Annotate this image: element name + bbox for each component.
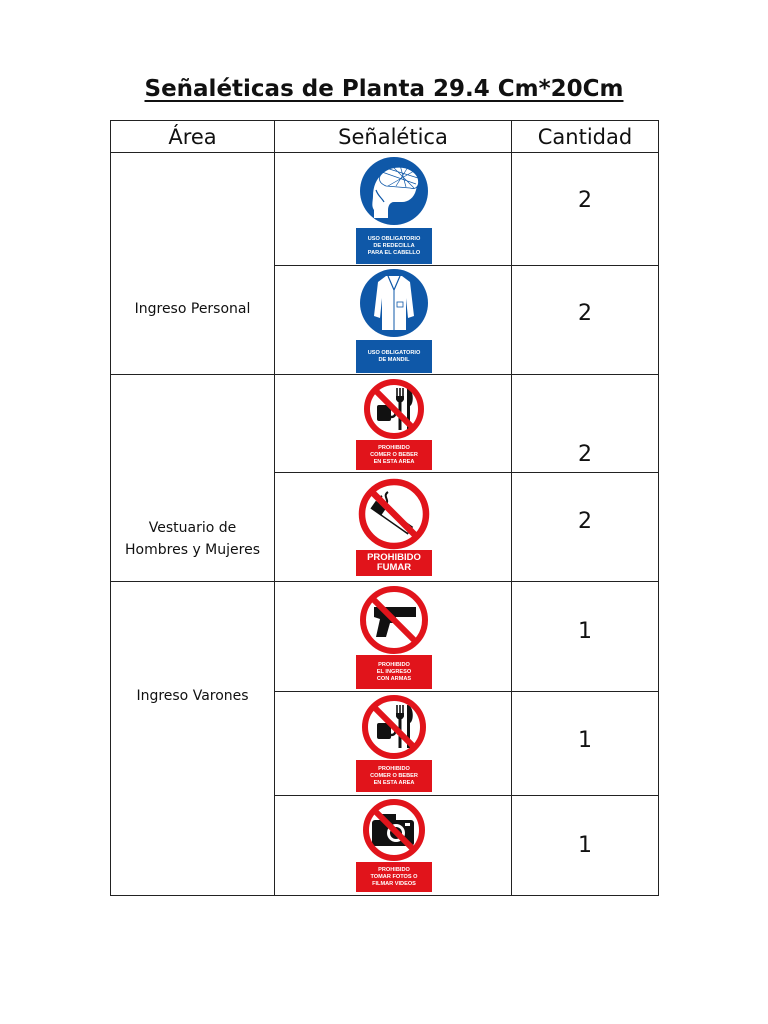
sign-prohibited-eating bbox=[356, 378, 432, 470]
sign-cell bbox=[275, 692, 512, 796]
sign-text: USO OBLIGATORIO bbox=[367, 349, 421, 356]
table-row bbox=[111, 582, 659, 692]
hairnet-head-icon bbox=[356, 156, 432, 228]
no-camera-icon bbox=[356, 798, 432, 862]
sign-banner bbox=[356, 340, 432, 373]
sign-text: EN ESTA AREA bbox=[373, 458, 415, 465]
sign-text: CON ARMAS bbox=[376, 675, 412, 682]
qty-value: 2 bbox=[578, 188, 592, 213]
qty-cell bbox=[512, 692, 659, 796]
sign-text: PROHIBIDO bbox=[378, 661, 410, 668]
no-weapons-icon bbox=[356, 585, 432, 655]
sign-prohibited-smoking bbox=[356, 478, 432, 576]
sign-prohibited-camera bbox=[356, 798, 432, 892]
sign-text: EN ESTA AREA bbox=[373, 779, 415, 786]
qty-cell bbox=[512, 582, 659, 692]
area-cell bbox=[111, 582, 275, 896]
qty-value: 2 bbox=[578, 442, 592, 467]
qty-value: 2 bbox=[578, 509, 592, 534]
signage-table bbox=[110, 120, 659, 896]
sign-cell bbox=[275, 582, 512, 692]
table-header-row bbox=[111, 121, 659, 153]
header-area: Área bbox=[111, 121, 275, 153]
header-sign: Señalética bbox=[275, 121, 512, 153]
qty-cell bbox=[512, 153, 659, 266]
sign-banner bbox=[356, 862, 432, 892]
sign-cell bbox=[275, 473, 512, 582]
sign-text: PROHIBIDO bbox=[378, 866, 410, 873]
qty-cell bbox=[512, 375, 659, 473]
sign-text: USO OBLIGATORIO bbox=[367, 235, 421, 242]
sign-mandatory-hairnet bbox=[356, 156, 432, 264]
table-row bbox=[111, 375, 659, 473]
sign-banner bbox=[356, 440, 432, 470]
sign-banner bbox=[356, 655, 432, 689]
qty-value: 2 bbox=[578, 301, 592, 326]
qty-value: 1 bbox=[578, 619, 592, 644]
sign-banner bbox=[356, 550, 432, 576]
area-cell bbox=[111, 153, 275, 375]
table-row bbox=[111, 153, 659, 266]
area-label: Hombres y Mujeres bbox=[125, 542, 260, 558]
sign-mandatory-coat bbox=[356, 268, 432, 373]
sign-text: EL INGRESO bbox=[376, 668, 412, 675]
header-qty: Cantidad bbox=[512, 121, 659, 153]
qty-cell bbox=[512, 266, 659, 375]
sign-text: FILMAR VIDEOS bbox=[372, 880, 416, 887]
sign-banner bbox=[356, 760, 432, 792]
sign-text: PROHIBIDO bbox=[378, 444, 410, 451]
sign-text: PROHIBIDO bbox=[367, 552, 421, 563]
sign-prohibited-weapons bbox=[356, 585, 432, 689]
qty-value: 1 bbox=[578, 728, 592, 753]
sign-banner bbox=[356, 228, 432, 264]
sign-cell bbox=[275, 375, 512, 473]
qty-value: 1 bbox=[578, 833, 592, 858]
sign-text: COMER O BEBER bbox=[370, 451, 418, 458]
sign-text: PROHIBIDO bbox=[378, 765, 410, 772]
qty-cell bbox=[512, 473, 659, 582]
page-title: Señaléticas de Planta 29.4 Cm*20Cm bbox=[144, 76, 624, 102]
sign-text: DE MANDIL bbox=[378, 356, 410, 363]
area-label: Ingreso Varones bbox=[136, 688, 249, 704]
sign-text: FUMAR bbox=[376, 562, 412, 573]
sign-cell bbox=[275, 796, 512, 896]
no-smoking-icon bbox=[356, 478, 432, 550]
sign-prohibited-eating bbox=[356, 694, 432, 792]
no-eating-icon bbox=[356, 378, 432, 440]
lab-coat-icon bbox=[356, 268, 432, 340]
sign-cell bbox=[275, 153, 512, 266]
no-eating-icon bbox=[356, 694, 432, 760]
sign-text: COMER O BEBER bbox=[370, 772, 418, 779]
area-label: Ingreso Personal bbox=[134, 301, 251, 317]
area-label: Vestuario de bbox=[148, 520, 237, 536]
sign-text: TOMAR FOTOS O bbox=[370, 873, 418, 880]
qty-cell bbox=[512, 796, 659, 896]
area-cell bbox=[111, 375, 275, 582]
sign-cell bbox=[275, 266, 512, 375]
sign-text: DE REDECILLA bbox=[373, 242, 415, 249]
sign-text: PARA EL CABELLO bbox=[367, 249, 421, 256]
